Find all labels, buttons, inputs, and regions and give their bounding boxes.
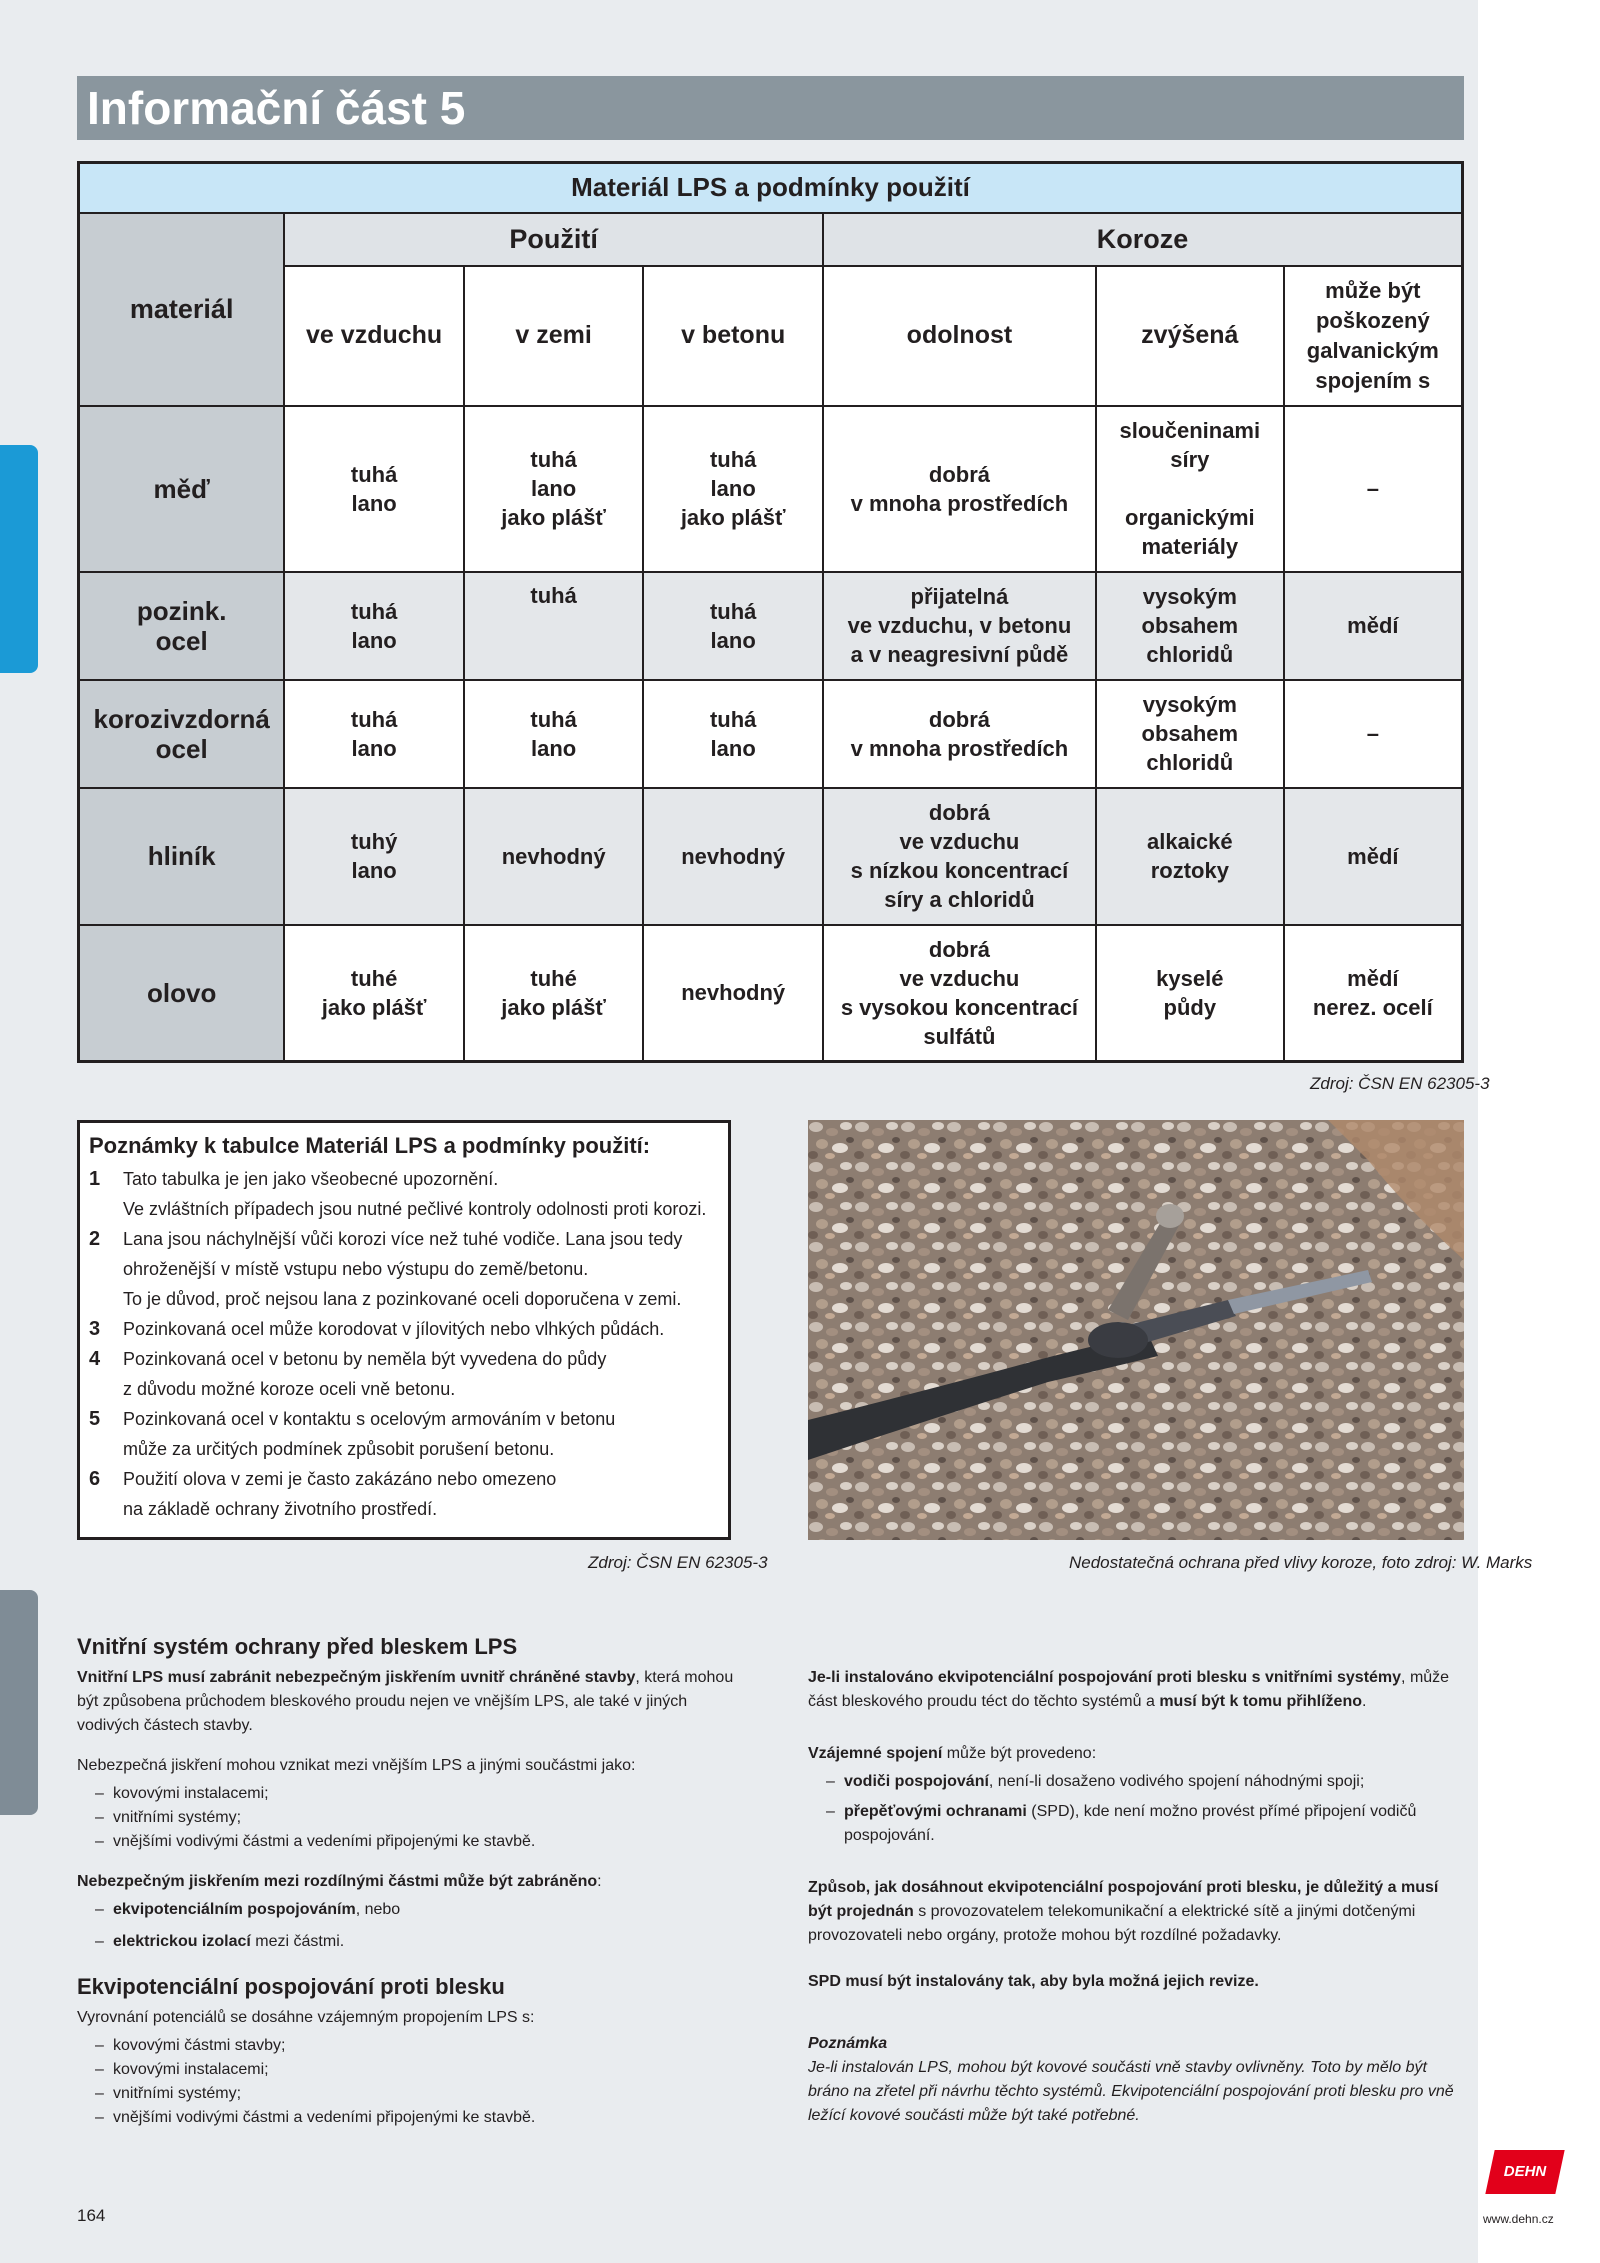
- right-column: [808, 1666, 1464, 2128]
- table-row: [79, 572, 1463, 680]
- cell-galvanic: mědí nerez. ocelí: [1284, 925, 1463, 1062]
- list-item: – přepěťovými ochranami (SPD), kde není možno provést přímé připojení vodičů pospojování.: [808, 1800, 1464, 1848]
- list-item: – kovovými částmi stavby;: [77, 2034, 737, 2058]
- paragraph: Nebezpečná jiskření mohou vznikat mezi vnějším LPS a jinými součástmi jako:: [77, 1757, 636, 1774]
- table-row: [79, 680, 1463, 788]
- cell-air: tuhý lano: [284, 788, 464, 925]
- cell-resistance: dobrá ve vzduchu s nízkou koncentrací síry a chloridů: [823, 788, 1096, 925]
- list-item: [89, 1464, 719, 1524]
- cell-increased: alkaické roztoky: [1096, 788, 1284, 925]
- paragraph: Vyrovnání potenciálů se dosáhne vzájemným propojením LPS s:: [77, 2009, 535, 2026]
- cell-concrete: nevhodný: [643, 788, 823, 925]
- left-column: [77, 1632, 737, 2146]
- list: [77, 2034, 737, 2130]
- list-item: – vodiči pospojování, není-li dosaženo vodivého spojení náhodnými spoji;: [808, 1770, 1464, 1794]
- list-item: [89, 1344, 719, 1404]
- list-item: – vnějšími vodivými částmi a vedeními připojenými ke stavbě.: [77, 1830, 737, 1854]
- materials-table: [77, 161, 1464, 1063]
- cell-galvanic: –: [1284, 680, 1463, 788]
- table-caption: Materiál LPS a podmínky použití: [79, 163, 1463, 213]
- note-title: Poznámka: [808, 2035, 888, 2052]
- cell-soil: tuhá lano: [464, 680, 644, 788]
- cell-concrete: tuhá lano: [643, 680, 823, 788]
- website-url: www.dehn.cz: [1483, 2212, 1554, 2226]
- table-row: [79, 406, 1463, 572]
- notes-title: Poznámky k tabulce Materiál LPS a podmínky použití:: [89, 1133, 651, 1158]
- list: [77, 1782, 737, 1854]
- cell-resistance: přijatelná ve vzduchu, v betonu a v neagresivní půdě: [823, 572, 1096, 680]
- header-use: Použití: [284, 213, 823, 266]
- cell-increased: sloučeninami síry organickými materiály: [1096, 406, 1284, 572]
- table-group-row: [79, 213, 1463, 266]
- cell-air: tuhá lano: [284, 680, 464, 788]
- cell-increased: vysokým obsahem chloridů: [1096, 572, 1284, 680]
- paragraph: Je-li instalováno ekvipotenciální pospojování proti blesku s vnitřními systémy, může část bleskového proudu téct do těchto systémů a musí být k tomu přihlíženo.: [808, 1669, 1450, 1710]
- cell-material: olovo: [79, 925, 285, 1062]
- cell-soil: tuhá: [464, 572, 644, 680]
- cell-soil: tuhá lano jako plášť: [464, 406, 644, 572]
- list-item: – kovovými instalacemi;: [77, 2058, 737, 2082]
- table-source: Zdroj: ČSN EN 62305-3: [1310, 1074, 1490, 1093]
- cell-material: hliník: [79, 788, 285, 925]
- note-number: 6: [89, 1468, 101, 1490]
- cell-concrete: tuhá lano: [643, 572, 823, 680]
- note-text: Pozinkovaná ocel v kontaktu s ocelovým armováním v betonu může za určitých podmínek způsobit porušení betonu.: [123, 1409, 616, 1459]
- cell-air: tuhá lano: [284, 406, 464, 572]
- list-item: [89, 1314, 719, 1344]
- header-increased: zvýšená: [1096, 266, 1284, 406]
- cell-resistance: dobrá v mnoha prostředích: [823, 406, 1096, 572]
- header-corrosion: Koroze: [823, 213, 1463, 266]
- header-material: materiál: [79, 213, 285, 406]
- note-text: Tato tabulka je jen jako všeobecné upozornění. Ve zvláštních případech jsou nutné pečlivé kontroly odolnosti proti korozi.: [123, 1169, 707, 1219]
- list: [808, 1770, 1464, 1848]
- list-item: [89, 1164, 719, 1224]
- note-text: Lana jsou náchylnější vůči korozi více než tuhé vodiče. Lana jsou tedy ohroženější v místě vstupu nebo výstupu do země/betonu. To je důvod, proč nejsou lana z pozinkované oceli doporučena v zemi.: [123, 1229, 683, 1309]
- paragraph: Vzájemné spojení může být provedeno:: [808, 1745, 1097, 1762]
- header-air: ve vzduchu: [284, 266, 464, 406]
- list-item: – kovovými instalacemi;: [77, 1782, 737, 1806]
- list-item: – vnitřními systémy;: [77, 1806, 737, 1830]
- page-number: 164: [77, 2206, 106, 2225]
- header-concrete: v betonu: [643, 266, 823, 406]
- note-number: 2: [89, 1228, 101, 1250]
- cell-increased: vysokým obsahem chloridů: [1096, 680, 1284, 788]
- cell-soil: tuhé jako plášť: [464, 925, 644, 1062]
- notes-source: Zdroj: ČSN EN 62305-3: [588, 1553, 768, 1572]
- header-soil: v zemi: [464, 266, 644, 406]
- dehn-logo: DEHN: [1485, 2150, 1564, 2194]
- paragraph: Nebezpečným jiskřením mezi rozdílnými částmi může být zabráněno:: [77, 1873, 602, 1890]
- list-item: [89, 1224, 719, 1314]
- note-text: Použití olova v zemi je často zakázáno nebo omezeno na základě ochrany životního prostředí.: [123, 1469, 557, 1519]
- note-number: 5: [89, 1408, 101, 1430]
- photo-caption: Nedostatečná ochrana před vlivy koroze, foto zdroj: W. Marks: [1069, 1553, 1533, 1572]
- list-item: – elektrickou izolací mezi částmi.: [77, 1930, 737, 1954]
- cell-galvanic: –: [1284, 406, 1463, 572]
- cell-galvanic: mědí: [1284, 788, 1463, 925]
- cell-resistance: dobrá ve vzduchu s vysokou koncentrací sulfátů: [823, 925, 1096, 1062]
- paragraph: Vnitřní LPS musí zabránit nebezpečným jiskřením uvnitř chráněné stavby, která mohou být způsobena průchodem bleskového proudu nejen ve vnějším LPS, ale také v jiných vodivých částech stavby.: [77, 1669, 734, 1734]
- cell-increased: kyselé půdy: [1096, 925, 1284, 1062]
- notes-box: [77, 1120, 731, 1540]
- corrosion-photo: [808, 1120, 1464, 1540]
- cell-soil: nevhodný: [464, 788, 644, 925]
- note-text: Pozinkovaná ocel může korodovat v jílovitých nebo vlhkých půdách.: [123, 1319, 665, 1339]
- section-heading-internal-lps: Vnitřní systém ochrany před bleskem LPS: [77, 1634, 518, 1659]
- list-item: – ekvipotenciálním pospojováním, nebo: [77, 1898, 737, 1922]
- section-heading-equipotential: Ekvipotenciální pospojování proti blesku: [77, 1974, 505, 1999]
- cell-material: pozink. ocel: [79, 572, 285, 680]
- header-galvanic: může být poškozený galvanickým spojením s: [1284, 266, 1463, 406]
- cell-concrete: tuhá lano jako plášť: [643, 406, 823, 572]
- note-text: Je-li instalován LPS, mohou být kovové součásti vně stavby ovlivněny. Toto by mělo být bráno na zřetel při návrhu těchto systémů. Ekvipotenciální pospojování proti blesku pro vně ležící kovové součásti může být také potřebné.: [808, 2059, 1454, 2124]
- cell-material: korozivzdorná ocel: [79, 680, 285, 788]
- paragraph: SPD musí být instalovány tak, aby byla možná jejich revize.: [808, 1973, 1259, 1990]
- cell-material: měď: [79, 406, 285, 572]
- cell-air: tuhá lano: [284, 572, 464, 680]
- note-number: 1: [89, 1168, 101, 1190]
- cell-concrete: nevhodný: [643, 925, 823, 1062]
- list: [77, 1898, 737, 1954]
- page-title: Informační část 5: [87, 82, 466, 134]
- table-caption-row: [79, 163, 1463, 213]
- side-tab-blue: [0, 445, 38, 673]
- list-item: – vnějšími vodivými částmi a vedeními připojenými ke stavbě.: [77, 2106, 737, 2130]
- table-row: [79, 788, 1463, 925]
- header-resistance: odolnost: [823, 266, 1096, 406]
- cell-air: tuhé jako plášť: [284, 925, 464, 1062]
- cell-galvanic: mědí: [1284, 572, 1463, 680]
- title-bar: [77, 76, 1464, 140]
- note-text: Pozinkovaná ocel v betonu by neměla být vyvedena do půdy z důvodu možné koroze oceli vně betonu.: [123, 1349, 607, 1399]
- paragraph: Způsob, jak dosáhnout ekvipotenciální pospojování proti blesku, je důležitý a musí být projednán s provozovatelem telekomunikační a elektrické sítě a jinými dotčenými provozovateli nebo orgány, protože mohou být rozdílné požadavky.: [808, 1879, 1439, 1944]
- note-number: 3: [89, 1318, 101, 1340]
- side-tab-gray: [0, 1590, 38, 1815]
- table-sub-header-row: [79, 266, 1463, 406]
- cell-resistance: dobrá v mnoha prostředích: [823, 680, 1096, 788]
- list-item: – vnitřními systémy;: [77, 2082, 737, 2106]
- note-number: 4: [89, 1348, 101, 1370]
- list-item: [89, 1404, 719, 1464]
- table-row: [79, 925, 1463, 1062]
